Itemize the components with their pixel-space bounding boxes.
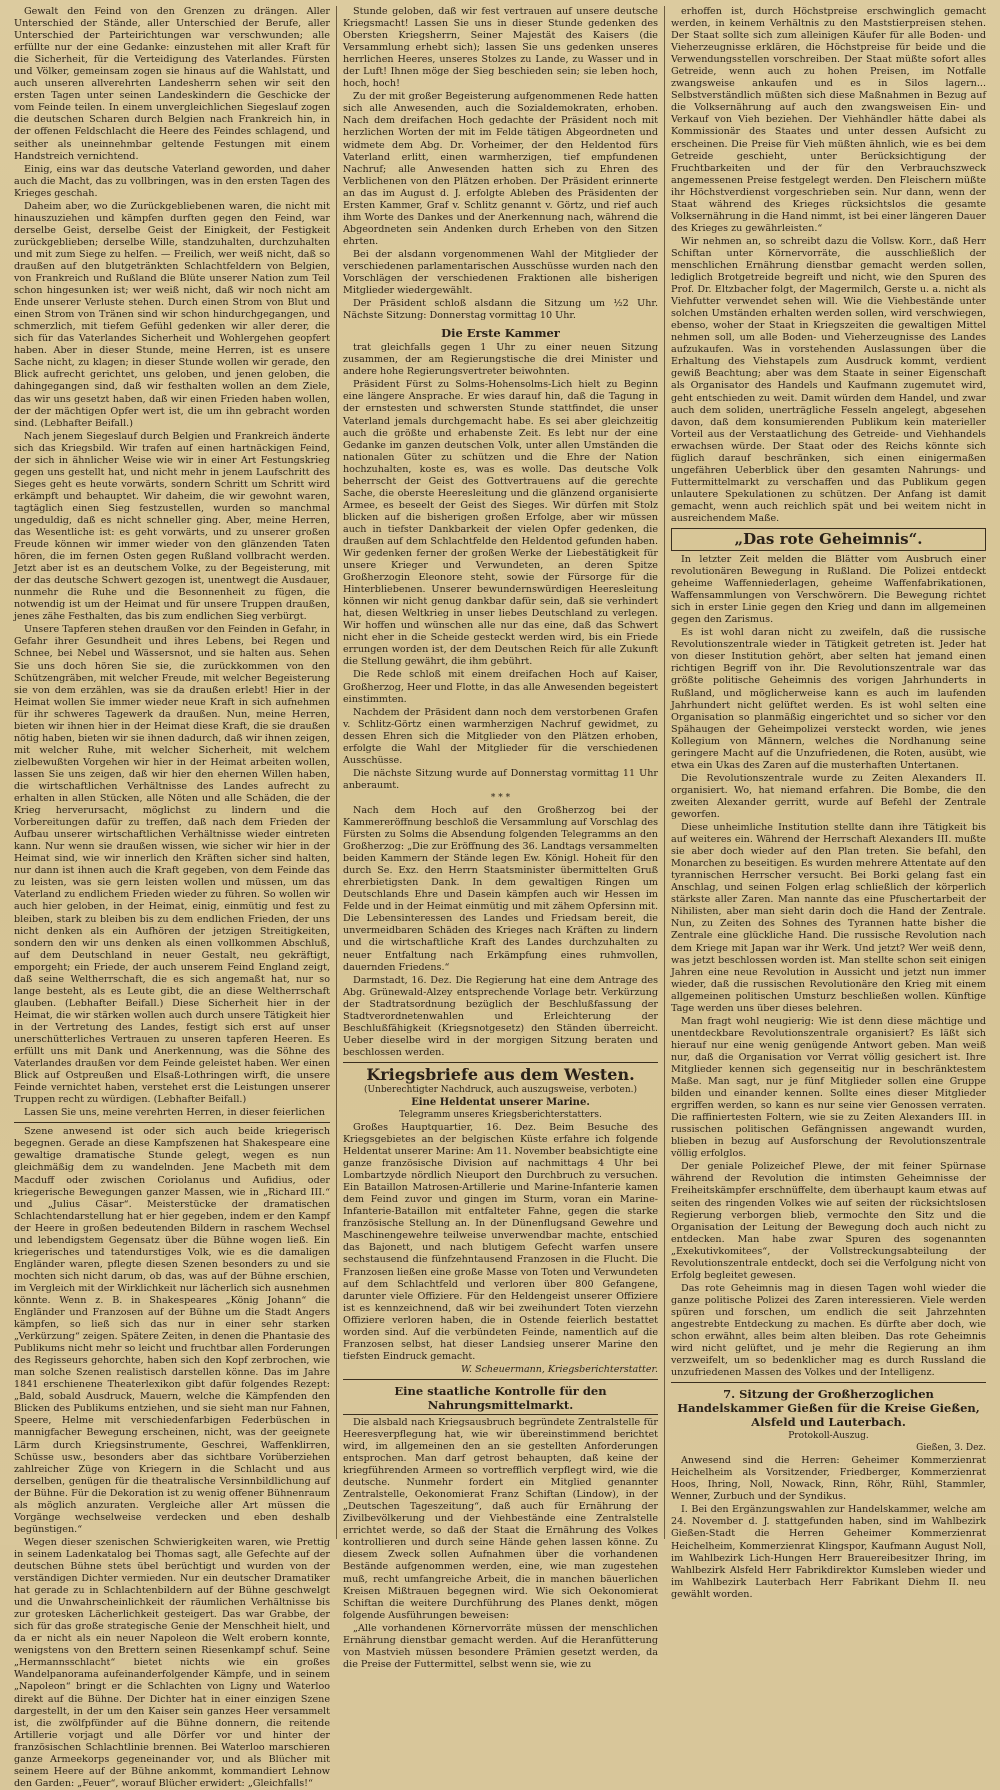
- paragraph: Lassen Sie uns, meine verehrten Herren, in dieser feierlichen: [24, 1107, 325, 1119]
- paragraph: In letzter Zeit melden die Blätter vom Ausbruch einer revolutionären Bewegung in Rußland. Die Polizei entdeckt geheime Waffenniederlagen, geheime Waffenfabrikationen, Waffensammlungen von Verschwörern. Die Bewegung richtet sich in erster Linie gegen den Krieg und dann im allgemeinen gegen den Zarismus.: [671, 554, 986, 626]
- article-headline: 7. Sitzung der Großherzoglichen Handelskammer Gießen für die Kreise Gießen, Alsfeld und Lauterbach.: [677, 1387, 980, 1430]
- paragraph: Der Präsident schloß alsdann die Sitzung um ½2 Uhr. Nächste Sitzung: Donnerstag vormittag 10 Uhr.: [343, 298, 658, 322]
- paragraph: Die alsbald nach Kriegsausbruch begründete Zentralstelle für Heeresverpflegung hat, wie wir übereinstimmend berichtet wird, im allgemeinen den an sie gestellten Anforderungen entsprochen. Man darf getrost behaupten, daß keine der kriegführenden Armeen so vortrefflich verpflegt wird, wie die deutsche. Nunmehr fordert ein Mitglied genannter Zentralstelle, Oekonomierat Franz Schiftan (Lindow), in der „Deutschen Tageszeitung“, daß auch für Ernährung der Zivilbevölkerung und der Viehbestände eine Zentralstelle errichtet werde, so daß der Staat die Ernährung des Volkes kontrollieren und durch seine Hände gehen lassen könne. Zu diesem Zweck sollen Aufnahmen über die vorhandenen Bestände aufgenommen werden, eine, wie man zugestehen muß, recht umfangreiche Arbeit, die in manchen bäuerlichen Kreisen Mißtrauen begegnen wird. Wie sich Oekonomierat Schiftan die weitere Durchführung des Planes denkt, mögen folgende Ausführungen beweisen:: [343, 1416, 658, 1621]
- paragraph: Zu der mit großer Begeisterung aufgenommenen Rede hatten sich alle Anwesenden, auch die Sozialdemokraten, erhoben. Nach dem dreifachen Hoch gedachte der Präsident noch mit herzlichen Worten der mit im Felde tätigen Abgeordneten und widmete dem Abg. Dr. Vorheimer, der den Heldentod fürs Vaterland erlitt, einen warmherzigen, tief empfundenen Nachruf; alle Anwesenden hatten sich zu Ehren des Verblichenen von den Plätzen erhoben. Der Präsident erinnerte an das im August d. J. erfolgte Ableben des Präsidenten der Ersten Kammer, Graf v. Schlitz genannt v. Görtz, und rief auch ihm Worte des Dankes und der Anerkennung nach, während die Abgeordneten sein Andenken durch Erheben von den Sitzen ehrten.: [343, 91, 658, 247]
- paragraph: Der geniale Polizeichef Plewe, der mit feiner Spürnase während der Revolution die intimsten Geheimnisse der Freiheitskämpfer erschnüffelte, dem überhaupt kaum etwas auf seiten des ringenden Volkes wie auf seiten der rücksichtslosen Regierung verborgen blieb, vermochte den Sitz und die Organisation der Leitung der Bewegung doch auch nicht zu entdecken. Man habe zwar Spuren des sogenannten „Exekutivkomitees“, der Vollstreckungsabteilung der Revolutionszentrale entdeckt, doch sei die Verfolgung nicht von Erfolg begleitet gewesen.: [671, 1161, 986, 1281]
- paragraph: trat gleichfalls gegen 1 Uhr zu einer neuen Sitzung zusammen, der am Regierungstische die drei Minister und andere hohe Regierungsvertreter beiwohnten.: [343, 342, 658, 378]
- paragraph: Die nächste Sitzung wurde auf Donnerstag vormittag 11 Uhr anberaumt.: [343, 767, 658, 791]
- paragraph: Es ist wohl daran nicht zu zweifeln, daß die russische Revolutionszentrale wieder in Tätigkeit getreten ist. Jeder hat von dieser Institution gehört, aber selten hat jemand einen richtigen Begriff von ihr. Die Revolutionszentrale war das größte politische Geheimnis des vorigen Jahrhunderts in Rußland, und möglicherweise kann es auch im laufenden Jahrhundert nicht gelüftet werden. Es ist wohl selten eine Organisation so planmäßig eingerichtet und so sicher vor den Spähaugen der Geheimpolizei versteckt worden, wie jenes Kollegium von Männern, welches die Nordhanung seine geringere Macht auf die Unzufriedenen, die Roten, ausübt, wie etwa ein Ukas des Zaren auf die musterhaften Untertanen.: [671, 627, 986, 771]
- section-divider: [671, 1382, 986, 1383]
- column-3: [664, 6, 992, 1600]
- headline-box: [671, 528, 986, 551]
- paragraph: Gewalt den Feind von den Grenzen zu drängen. Aller Unterschied der Stände, aller Unterschied der Berufe, aller Unterschied der Parteirichtungen war verschwunden; alle erfüllte nur der eine Gedanke: einzustehen mit aller Kraft für die Sicherheit, für die Verteidigung des Vaterlandes. Fürsten und Völker, gemeinsam zogen sie hinaus auf die Wahlstatt, und auch unseren allverehrten Landesherrn sehen wir seit den ersten Tagen unter seinen Landeskindern die Geschicke der vom Feinde teilen. In einem unvergleichlichen Siegeslauf zogen die deutschen Scharen durch Belgien nach Frankreich hin, in der offenen Feldschlacht die Heere des Feindes schlagend, und seither als uneinnehmbar geltende Festungen mit einem Handstreich vernichtend.: [14, 6, 330, 162]
- paragraph: Darmstadt, 16. Dez. Die Regierung hat eine dem Antrage des Abg. Grünewald-Alzey entsprechende Vorlage betr. Verkürzung der Stadtratsordnung bezüglich der Beschlußfassung der Stadtverordnetenwahlen und Erleichterung der Beschlußfähigkeit (Kriegsnotgesetz) den Ständen überreicht. Ueber dieselbe wird in der morgigen Sitzung beraten und beschlossen werden.: [343, 974, 658, 1058]
- paragraph: erhoffen ist, durch Höchstpreise erschwinglich gemacht werden, in keinem Verhältnis zu den Maststierpreisen stehen. Der Staat sollte sich zum alleinigen Käufer für alle Boden- und Vieherzeugnisse erklären, die Höchstpreise für beide und die Verwendungsstellen vorschreiben. Der Staat müßte sofort alles Getreide, wenn auch zu hohen Preisen, im Notfalle zwangsweise ankaufen und es in Silos lagern... Selbstverständlich müßten sich diese Maßnahmen in Bezug auf die Volksernährung auf auch den zwangsweisen Ein- und Verkauf von Vieh beziehen. Der Viehhändler hätte dabei als Kommissionär des Staates und unter dessen Aufsicht zu erscheinen. Die Preise für Vieh müßten ähnlich, wie es bei dem Getreide geschieht, unter Berücksichtigung der Fruchtbarkeiten und der für den Verbrauchszweck angemessenen Preise festgelegt werden. Den Fleischern müßte ihr Höchstverdienst vorgeschrieben sein. Nur dann, wenn der Staat während des Krieges rücksichtslos die gesamte Volksernährung in die Hand nimmt, ist bei einer längeren Dauer des Krieges zu gewährleisten.“: [671, 6, 986, 234]
- paragraph: Stunde geloben, daß wir fest vertrauen auf unsere deutsche Kriegsmacht! Lassen Sie uns in dieser Stunde gedenken des Obersten Kriegsherrn, Seiner Majestät des Kaisers (die Versammlung erhebt sich); lassen Sie uns gedenken unseres herrlichen Heeres, unseres Stolzes zu Lande, zu Wasser und in der Luft! Ihnen möge der Sieg beschieden sein; sie leben hoch, hoch, hoch!: [343, 6, 658, 90]
- paragraph: Daheim aber, wo die Zurückgebliebenen waren, die nicht mit hinauszuziehen und kämpfen durften gegen den Feind, war derselbe Geist, derselbe Geist der Einigkeit, der Festigkeit zurückgeblieben; derselbe Wille, standzuhalten, durchzuhalten und mit zum Siege zu helfen. — Freilich, wer weiß nicht, daß so draußen auf den blutgetränkten Schlachtfeldern von Belgien, von Frankreich und Rußland die Blüte unserer Nation zum Teil schon hingesunken ist; wer weiß nicht, daß wir noch nicht am Ende unserer Verluste stehen. Durch einen Strom von Blut und einen Strom von Tränen sind wir schon hindurchgegangen, und schmerzlich, mit tiefem Gefühl gedenken wir aller derer, die sich für das Vaterlandes Sicherheit und Wohlergehen geopfert haben. Aber in dieser Stunde, meine Herren, ist es unsere Sache nicht, zu klagen; in dieser Stunde wollen wir gerade, den Blick aufrecht gerichtet, uns geloben, und jenen geloben, die dahingegangen sind, daß wir festhalten wollen an dem Ziele, das wir uns gesetzt haben, daß wir einen Frieden haben wollen, der der mächtigen Opfer wert ist, die um ihn gebracht worden sind. (Lebhafter Beifall.): [14, 200, 330, 429]
- paragraph: Szene anwesend ist oder sich auch beide kriegerisch begegnen. Gerade an diese Kampfszenen hat Shakespeare eine gewaltige dramatische Stunde gelegt, wegen es nun gleichmäßig dem zu wandelnden. Jene Macbeth mit dem Macduff oder zwischen Coriolanus und Aufidius, oder kriegerische Bewegungen ganzer Massen, wie in „Richard III.“ und „Julius Cäsar“. Meisterstücke der dramatischen Schlachtendarstellung hat er hier gegeben, indem er den Kampf der Heere in großen bedeutenden Bildern in raschem Wechsel und lebendigstem Gegensatz über die Bühne wogen ließ. Ein kriegerisches und tatendurstiges Volk, wie es die damaligen Engländer waren, pflegte diesen Szenen besonders zu und sie mochten sich nicht darum, ob das, was auf der Bühne erschien, im Vergleich mit der Wirklichkeit nur lächerlich sich ausnehmen könnte. Wenn z. B. in Shakespeares „König Johann“ die Engländer und Franzosen auf der Bühne um die Stadt Angers kämpfen, so ließ sich das nur in einer sehr starken „Verkürzung“ zeigen. Spätere Zeiten, in denen die Phantasie des Publikums nicht mehr so leicht und fruchtbar allen Forderungen des Regisseurs gehorchte, haben sich den Kopf zerbrochen, wie man solche Szenen realistisch darstellen könne. Das im Jahre 1841 erschienene Theaterlexikon gibt dafür folgendes Rezept: „Bald, sobald Ausdruck, Mauern, welche die Kämpfenden den Blicken des Publikums entziehen, und sie sieht man nur Fahnen, Speere, Helme mit verschiedenfarbigen Federbüschen in mannigfacher Bewegung erscheinen, nicht, was der geeignete Lärm durch Kriegsinstrumente, Geschrei, Waffenklirren, Schüsse usw., besonders aber das sichtbare Vorüberziehen zahlreicher Züge von Kriegern in die Schlacht und aus derselben, genügen für die theatralische Versinnbildlichung auf der Bühne. Für die Dekoration ist zu wenig offener Bühnenraum als möglich anzuraten. Vergleiche aller Art müssen die Vorgänge wechselweise verdecken und eben deshalb begünstigen.“: [14, 1126, 330, 1535]
- section-divider: [343, 1379, 658, 1380]
- paragraph: Präsident Fürst zu Solms-Hohensolms-Lich hielt zu Beginn eine längere Ansprache. Er wies darauf hin, daß die Tagung in der ernstesten und schwersten Stunde stattfindet, die unser Vaterland jemals durchgemacht habe. Es sei aber gleichzeitig auch die größte und erhabenste Zeit. Es lebt nur der eine Gedanke im ganzen deutschen Volk, unter allen Umständen die nationalen Güter zu schützen und die Ehre der Nation hochzuhalten, koste es, was es wolle. Das deutsche Volk beherrscht der Geist des Gottvertrauens auf die gerechte Sache, die oberste Heeresleitung und die glänzend organisierte Armee, es beseelt der Geist des Sieges. Wir dürfen mit Stolz blicken auf die bisherigen großen Erfolge, aber wir müssen auch in tiefster Dankbarkeit der vielen Opfer gedenken, die draußen auf dem Schlachtfelde den Heldentod gefunden haben. Wir gedenken ferner der großen Werke der Liebestätigkeit für unsere Krieger und Verwundeten, an deren Spitze Großherzogin Eleonore steht, sowie der Fürsorge für die Hinterbliebenen. Unserer bewundernswürdigen Heeresleitung können wir nicht genug dankbar dafür sein, daß sie verhindert hat, diesen Weltkrieg in unser liebes Deutschland zu verlegen. Wir hoffen und wünschen alle nur das eine, daß das Schwert nicht eher in die Scheide gesteckt werden wird, bis ein Friede errungen worden ist, der dem Deutschen Reich für alle Zukunft die Stellung gewährt, die ihm gebührt.: [343, 379, 658, 668]
- article-subheadline: Eine Heldentat unserer Marine.: [411, 1096, 590, 1108]
- article-note: (Unberechtigter Nachdruck, auch auszugsweise, verboten.): [363, 1084, 638, 1095]
- paragraph: Die Rede schloß mit einem dreifachen Hoch auf Kaiser, Großherzog, Heer und Flotte, in das alle Anwesenden begeistert einstimmten.: [343, 669, 658, 705]
- article-dek: Protokoll-Auszug.: [788, 1431, 869, 1442]
- paragraph: Nach dem Hoch auf den Großherzog bei der Kammereröffnung beschloß die Versammlung auf Vorschlag des Fürsten zu Solms die Absendung folgenden Telegramms an den Großherzog: „Die zur Eröffnung des 36. Landtags versammelten beiden Kammern der Stände legen Ew. Königl. Hoheit für den durch Se. Exz. den Herrn Staatsminister übermittelten Gruß ehrerbietigsten Dank. In dem gewaltigen Ringen um Deutschlands Ehre und Dasein kämpfen auch wir Hessen im Felde und in der Heimat einmütig und mit zähem Opfersinn mit. Die Lebensinteressen des Landes und Friedsam bereit, die unvermeidbaren Schäden des Krieges nach Kräften zu lindern und die wirtschaftliche Kraft des Landes durchzuhalten zu neuer Entfaltung nach Erkämpfung eines ruhmvollen, dauernden Friedens.“: [343, 804, 658, 973]
- paragraph: I. Bei den Ergänzungswahlen zur Handelskammer, welche am 24. November d. J. stattgefunden haben, sind im Wahlbezirk Gießen-Stadt die Herren Geheimer Kommerzienrat Heichelheim, Kommerzienrat Klingspor, Kaufmann August Noll, im Wahlbezirk Lich-Hungen Herr Brauereibesitzer Ihring, im Wahlbezirk Alsfeld Herr Fabrikdirektor Kumsleben wieder und im Wahlbezirk Lauterbach Herr Fabrikant Diehm II. neu gewählt worden.: [671, 1504, 986, 1600]
- paragraph: Nach jenem Siegeslauf durch Belgien und Frankreich änderte sich das Kriegsbild. Wir trafen auf einen hartnäckigen Feind, der sich in ähnlicher Weise wie wir in einer Art Festungskrieg gegen uns gestellt hat, und nicht mehr in jenem Laufschritt des Sieges geht es heute vorwärts, sondern Schritt um Schritt wird erkämpft und behauptet. Wir daheim, die wir gewohnt waren, tagtäglich einen Sieg festzustellen, wurden so manchmal ungeduldig, daß es nicht schneller ging. Aber, meine Herren, das Wesentliche ist: es geht vorwärts, und zu unserer großen Freude können wir immer wieder von den glänzenden Taten hören, die im fernen Osten gegen Rußland vollbracht werden. Jetzt aber ist es an deutschem Volke, zu der Begeisterung, mit der das deutsche Schwert gezogen ist, unentwegt die Ausdauer, nunmehr die Ruhe und die Besonnenheit zu fügen, die notwendig ist um der Heimat und für unsere Truppen draußen, jenes zähe Festhalten, das bis zum endlichen Sieg verbürgt.: [14, 430, 330, 623]
- paragraph: Nachdem der Präsident dann noch dem verstorbenen Grafen v. Schlitz-Görtz einen warmherzigen Nachruf gewidmet, zu dessen Ehren sich die Mitglieder von den Plätzen erhoben, erfolgte die Wahl der Mitglieder für die verschiedenen Ausschüsse.: [343, 706, 658, 766]
- paragraph: Man fragt wohl neugierig: Wie ist denn diese mächtige und unentdeckbare Revolutionszentrale organisiert? Es läßt sich hierauf nur eine wenig genügende Antwort geben. Man weiß nur, daß die Organisation vor Verrat völlig gesichert ist. Ihre Mitglieder kennen sich gegenseitig nur in beschränktestem Maße. Man sagt, nur je fünf Mitglieder sollen eine Gruppe bilden und einander kennen. Sollte eines dieser Mitglieder ergriffen werden, so kann es nur seine vier Genossen verraten. Die raffiniertesten Foltern, wie sie zu Zeiten Alexanders III. in russischen politischen Gefängnissen angewandt wurden, blieben in bezug auf Ausforschung der Revolutionszentrale völlig erfolglos.: [671, 1015, 986, 1160]
- paragraph: Großes Hauptquartier, 16. Dez. Beim Besuche des Kriegsgebietes an der belgischen Küste erfahre ich folgende Heldentat unserer Marine: Am 11. November beabsichtigte eine ganze französische Division auf nachmittags 4 Uhr bei Lombartzyde nördlich Nieuport den Durchbruch zu versuchen. Ein Bataillon Matrosen-Artillerie und Marine-Infanterie kamen dem Feind zuvor und gingen im Sturm, voran ein Marine-Infanterie-Bataillon mit entfalteter Fahne, gegen die starke französische Stellung an. In der Dünenflugsand Gewehre und Maschinengewehre teilweise unverwendbar machte, entschied das Bajonett, und nach blutigem Gefecht warfen unsere sechstausend die fünfzehntausend Franzosen in die Flucht. Die Franzosen ließen eine große Masse von Toten und Verwundeten auf dem Schlachtfeld und verloren über 800 Gefangene, darunter viele Offiziere. Für den Heldengeist unserer Offiziere ist es kennzeichnend, daß wir bei zweihundert Toten vierzehn Offiziere verloren haben, die in Ostende feierlich bestattet worden sind. Auf die verbündeten Feinde, namentlich auf die Franzosen selbst, hat dieser Landsieg unserer Marine den tiefsten Eindruck gemacht.: [343, 1121, 658, 1362]
- section-divider: [343, 1062, 658, 1063]
- article-headline: „Das rote Geheimnis“.: [734, 530, 923, 549]
- paragraph: Unsere Tapferen stehen draußen vor den Feinden in Gefahr, in Gefahr ihrer Gesundheit und ihres Lebens, bei Regen und Schnee, bei Nebel und Wässersnot, und sie halten aus. Sehen Sie uns doch hören Sie sie, die zurückkommen von den Schützengräben, mit welcher Freude, mit welcher Begeisterung sie von dem erzählen, was sie da draußen erlebt! Hier in der Heimat wollen Sie immer wieder neue Kraft in sich aufnehmen für ihr schweres Tagewerk da draußen. Nun, meine Herren, bieten wir ihnen hier in der Heimat diese Kraft, die sie draußen nötig haben, bieten wir sie ihnen dadurch, daß wir ihnen zeigen, mit welcher Ruhe, mit welcher Sicherheit, mit welchem zielbewußten Vorgehen wir hier in der Heimat arbeiten wollen, lassen Sie uns zeigen, daß wir hier den ehernen Willen haben, die wirtschaftlichen Verhältnisse des Landes aufrecht zu erhalten in allen Stücken, alle Nöten und alle Schäden, die der Krieg herverursacht, möglichst zu lindern und die Vorbereitungen dafür zu treffen, daß nach dem Frieden der Aufbau unserer wirtschaftlichen Verhältnisse wieder eintreten kann. Nur wenn sie draußen wissen, wie sicher wir hier in der Heimat sind, wie wir innerlich den Kräften sicher sind halten, nur dann ist ihnen auch die Kraft gegeben, von dem Feinde das zu leisten, was sie gern leisten wollen und müssen, um das Vaterland zu endlichem Frieden wieder zu führen. So wollen wir auch hier geloben, in der Heimat, einig, einmütig und fest zu bleiben, stark zu bleiben bis zu dem endlichen Frieden, der uns nicht denken als ein Aufhören der jetzigen Streitigkeiten, sondern den wir uns denken als einen vollkommen Abschluß, auf dem Deutschland in neuer Gestalt, neu gekräftigt, emporgeht; ein Friede, der auch unserem Feind England zeigt, daß seine Weltherrschaft, die es sich angemaßt hat, nur so lange besteht, als es Leute gibt, die an diese Weltherrschaft glauben. (Lebhafter Beifall.) Diese Sicherheit hier in der Heimat, die wir stärken wollen auch durch unsere Tätigkeit hier in der Vertretung des Landes, festigt sich erst auf unser unerschütterliches Vertrauen zu unseren tapferen Heeren. Es erfüllt uns mit Dank und Anerkennung, was die Söhne des Vaterlandes draußen vor dem Feinde geleistet haben. Wer einen Blick auf Ostpreußen und Elsaß-Lothringen wirft, die unsere Feinde vernichtet haben, verstehet erst die Leistungen unserer Truppen recht zu würdigen. (Lebhafter Beifall.): [14, 624, 330, 1106]
- paragraph: Anwesend sind die Herren: Geheimer Kommerzienrat Heichelheim als Vorsitzender, Friedberger, Kommerzienrat Hoos, Ihring, Noll, Nowack, Rinn, Röhr, Rühl, Stammler, Wenner, Zurbuch und der Syndikus.: [671, 1455, 986, 1503]
- column-2: [336, 6, 664, 1670]
- dateline: Gießen, 3. Dez.: [916, 1443, 986, 1454]
- article-dek: Telegramm unseres Kriegsberichterstatters.: [399, 1109, 602, 1120]
- paragraph: Die Revolutionszentrale wurde zu Zeiten Alexanders II. organisiert. Wo, hat niemand erfahren. Die Bombe, die den zweiten Alexander gerritt, wurde auf Befehl der Zentrale geworfen.: [671, 772, 986, 820]
- column-1: [8, 6, 336, 1789]
- byline: W. Scheuermann, Kriegsberichterstatter.: [460, 1363, 658, 1375]
- section-divider: [343, 1414, 658, 1415]
- paragraph: Wegen dieser szenischen Schwierigkeiten waren, wie Prettig in seinem Ladenkatalog bei Thomas sagt, alle Gefechte auf der deutschen Bühne stets übel berüchtigt und wurden von der verständigen Dichter vermieden. Nur ein deutscher Dramatiker hat gerade zu in Schlachtenbildern auf der Bühne geschwelgt und die Unwahrscheinlichkeit der räumlichen Verhältnisse bis zur grotesken Lächerlichkeit gesteigert. Das war Grabbe, der sich für das große strategische Genie der Menschheit hielt, und da er nicht als ein neuer Napoleon die Welt erobern konnte, wenigstens von den Brettern seinen Riesenkampf schuf. Seine „Hermannsschlacht“ bietet nichts wie ein großes Wandelpanorama aufeinanderfolgender Kämpfe, und in seinem „Napoleon“ bringt er die Schlachten von Ligny und Waterloo direkt auf die Bühne. Der Dichter hat in einer einzigen Szene dargestellt, in der um den Kaiser sein ganzes Heer versammelt ist, die zwölfpfünder auf die Bühne donnern, die reitende Artillerie vorjagt und alle Dörfer vor und hinter der französischen Schlachtlinie brennen. Bei Waterloo marschieren ganze Armeekorps gegeneinander vor, und als Blücher mit seinem Heere auf der Bühne ankommt, kommandiert Lehnow den Garden: „Feuer“, worauf Blücher erwidert: „Gleichfalls!“: [14, 1536, 330, 1789]
- section-heading: Die Erste Kammer: [441, 326, 560, 341]
- article-headline: Kriegsbriefe aus dem Westen.: [366, 1064, 635, 1084]
- article-headline: Eine staatliche Kontrolle für den Nahrungsmittelmarkt.: [394, 1383, 607, 1412]
- paragraph: Wir nehmen an, so schreibt dazu die Vollsw. Korr., daß Herr Schiftan unter Körnervorräte, die ausschließlich der menschlichen Ernährung dienstbar gemacht werden sollen, lediglich Brotgetreide begreift und nicht, wie den Spuren des Prof. Dr. Eltzbacher folgt, der Magermilch, Gerste u. a. nicht als Viehfutter verwendet sehen will. Wie die Viehbestände unter solchen Umständen erhalten werden sollen, wird verschwiegen, ebenso, woher der Staat in Kriegszeiten die gewaltigen Mittel nehmen soll, um alle Boden- und Vieherzeugnisse des Landes aufzukaufen. Was in vorstehenden Auslassungen über die Erhaltung des Viehstapels zum Ausdruck kommt, verdient gewiß Beachtung; aber was dem Staate in seiner Eigenschaft als Organisator des Handels und Kaufmann zugemutet wird, geht entschieden zu weit. Damit würden dem Handel, und zwar auch dem soliden, unerträgliche Fesseln angelegt, abgesehen davon, daß dem konsumierenden Publikum kein materieller Vorteil aus der Verstaatlichung des Getreide- und Viehhandels erwachsen würde. Der Staat oder des Reichs könnte sich füglich darauf beschränken, sich einen einigermaßen ungefähren Ueberblick über den gesamten Nahrungs- und Futtermittelmarkt zu verschaffen und das Publikum gegen unlautere Spekulationen zu schützen. Der Anfang ist damit gemacht, wenn auch reichlich spät und bei weitem nicht in ausreichendem Maße.: [671, 235, 986, 524]
- paragraph: Einig, eins war das deutsche Vaterland geworden, und daher auch die Macht, das zu vollbringen, was in den ersten Tagen des Krieges geschah.: [14, 163, 330, 199]
- section-divider: [14, 1122, 330, 1123]
- paragraph: Diese unheimliche Institution stellte dann ihre Tätigkeit bis auf weiteres ein. Während der Herrschaft Alexanders III. mußte sie aber doch wieder auf den Plan treten. Sie befahl, den Monarchen zu beseitigen. Es wurden mehrere Attentate auf den tyrannischen Herrscher versucht. Bei Borki gelang fast ein Anschlag, und seinen Folgen erlag schließlich der körperlich stärkste aller Zaren. Man nannte das eine Pfuschertarbeit der Nihilisten, aber man sieht darin doch die Hand der Zentrale. Nun, zu Zeiten des Sohnes des Tyrannen hatte bisher die Zentrale eine glückliche Hand. Die russische Revolution nach dem Kriege mit Japan war ihr Werk. Und jetzt? Wer weiß denn, was jetzt beschlossen worden ist. Man stellte schon seit einigen Jahren eine neue Revolution in Aussicht und jetzt nun immer wieder, daß die russischen Revolutionäre den Krieg mit einem allgemeinen politischen Umsturz beschließen wollen. Künftige Tage werden uns über dieses belehren.: [671, 822, 986, 1014]
- asterisk-separator: * * *: [490, 792, 511, 803]
- paragraph: „Alle vorhandenen Körnervorräte müssen der menschlichen Ernährung dienstbar gemacht werden. Auf die Heranfütterung von Mastvieh müssen besondere Prämien gesetzt werden, da die Preise der Futtermittel, selbst wenn sie, wie zu: [343, 1622, 658, 1670]
- paragraph: Das rote Geheimnis mag in diesen Tagen wohl wieder die ganze politische Polizei des Zaren interessieren. Viele werden spüren und forschen, um endlich die seit Jahrzehnten angestrebte Entdeckung zu machen. Es dürfte aber doch, wie schon erwähnt, alles beim alten bleiben. Das rote Geheimnis wird nicht gelüftet, und je mehr die Regierung an ihm verzweifelt, um so bedenklicher mag es durch Russland die unzufriedenen Massen des Volkes und der Intelligenz.: [671, 1282, 986, 1379]
- paragraph: Bei der alsdann vorgenommenen Wahl der Mitglieder der verschiedenen parlamentarischen Ausschüsse wurden nach den Vorschlägen der verschiedenen Fraktionen alle bisherigen Mitglieder wiedergewählt.: [343, 248, 658, 297]
